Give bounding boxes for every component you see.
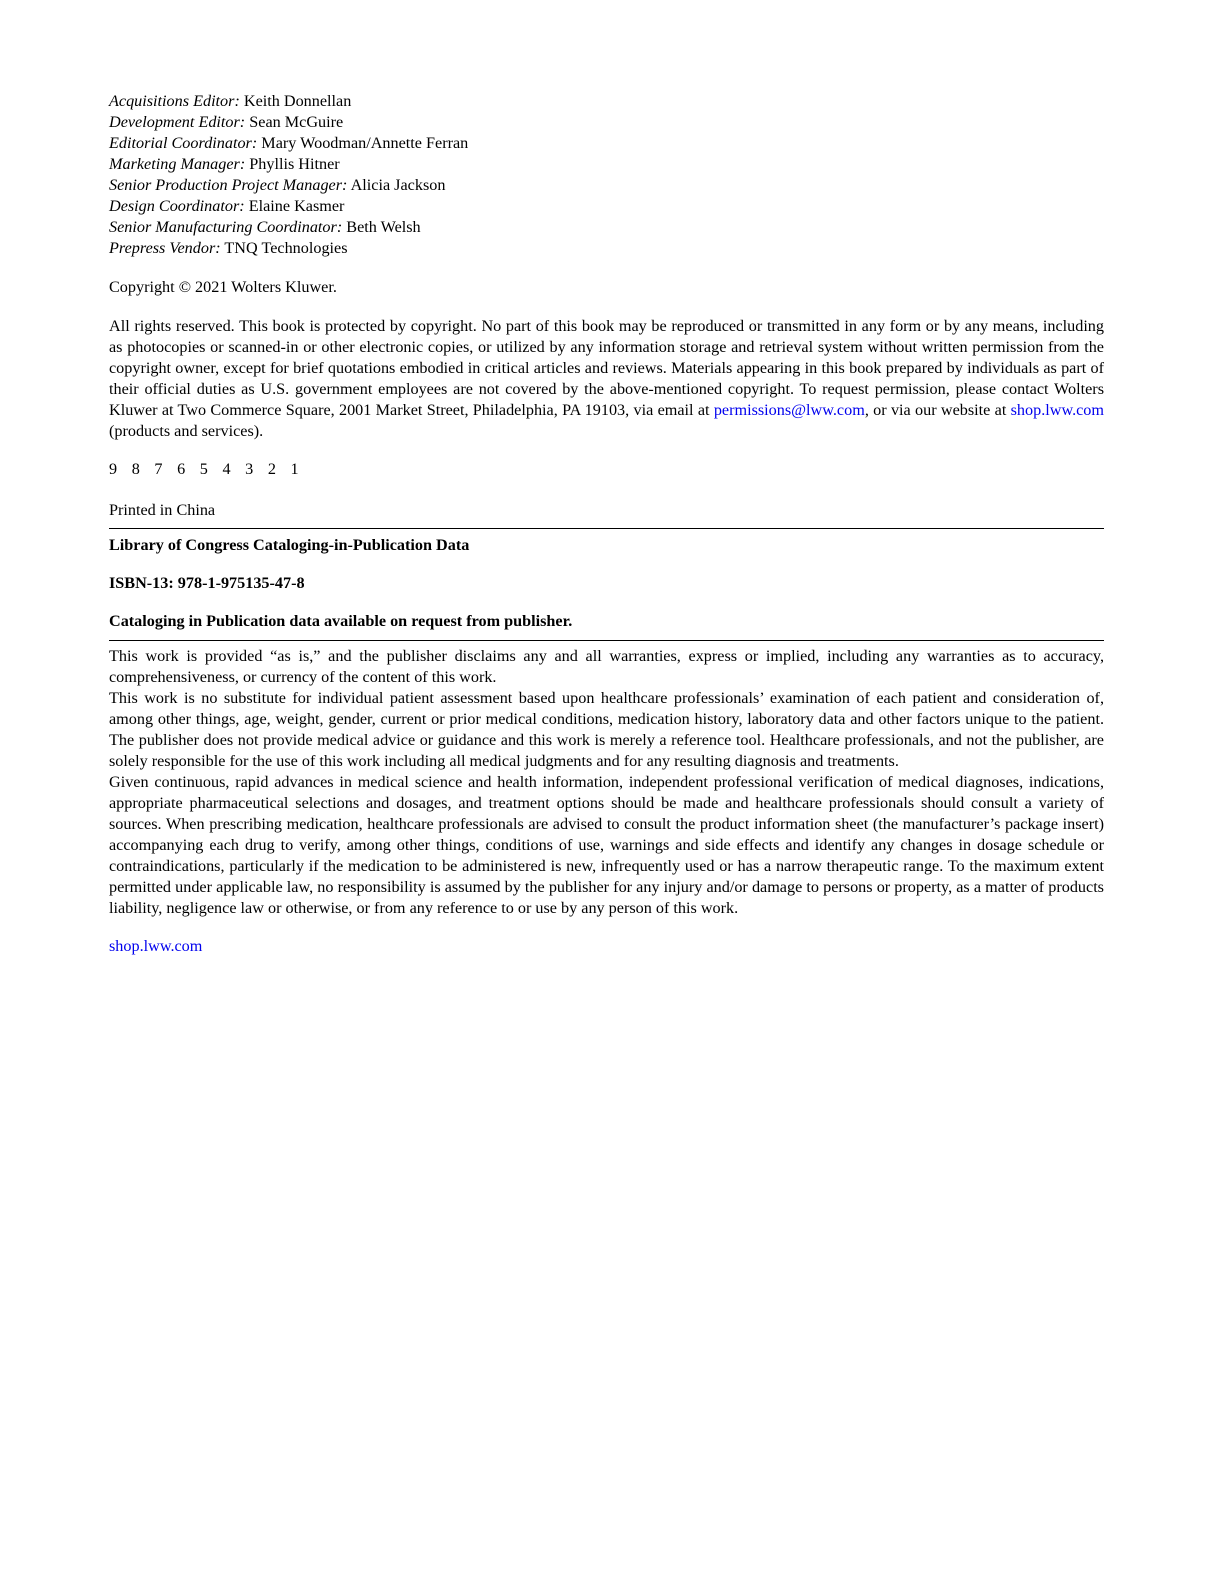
credit-name: TNQ Technologies bbox=[224, 239, 348, 257]
credit-line bbox=[109, 175, 1104, 196]
copyright-page bbox=[109, 91, 1104, 957]
credit-role: Senior Production Project Manager: bbox=[109, 176, 348, 194]
credit-role: Design Coordinator: bbox=[109, 197, 245, 215]
divider bbox=[109, 640, 1104, 641]
credit-line bbox=[109, 154, 1104, 175]
print-number: 5 bbox=[199, 460, 208, 478]
cip-title: Library of Congress Cataloging-in-Publication Data bbox=[109, 536, 470, 554]
credit-line bbox=[109, 217, 1104, 238]
rights-text: , or via our website at bbox=[864, 401, 1011, 419]
footer-website-link[interactable]: shop.lww.com bbox=[109, 937, 203, 955]
credit-name: Alicia Jackson bbox=[350, 176, 446, 194]
divider bbox=[109, 528, 1104, 529]
disclaimer-paragraph: This work is no substitute for individual patient assessment based upon healthcare professionals’ examination of each patient and consideration of, among other things, age, weight, gender, current or prior medical conditions, medication history, laboratory data and other factors unique to the patient. The publisher does not provide medical advice or guidance and this work is merely a reference tool. Healthcare professionals, and not the publisher, are solely responsible for the use of this work including all medical judgments and for any resulting diagnosis and treatments. bbox=[109, 689, 1104, 770]
credit-name: Elaine Kasmer bbox=[248, 197, 345, 215]
credit-name: Beth Welsh bbox=[346, 218, 421, 236]
print-number: 7 bbox=[154, 460, 163, 478]
credit-role: Prepress Vendor: bbox=[109, 239, 221, 257]
rights-text: All rights reserved. This book is protected by copyright. No part of this book may be reproduced or transmitted in any form or by any means, including as photocopies or scanned-in or other electronic copies, or utilized by any information storage and retrieval system without written permission from the copyright owner, except for brief quotations embodied in critical articles and reviews. Materials appearing in this book prepared by individuals as part of their official duties as U.S. government employees are not covered by the above-mentioned copyright. To request permission, please contact Wolters Kluwer at Two Commerce Square, 2001 Market Street, Philadelphia, PA 19103, via email at bbox=[109, 317, 1104, 419]
print-number: 9 bbox=[109, 460, 118, 478]
credit-role: Development Editor: bbox=[109, 113, 246, 131]
credit-line bbox=[109, 196, 1104, 217]
print-number: 1 bbox=[290, 460, 299, 478]
disclaimer-paragraph: Given continuous, rapid advances in medical science and health information, independent professional verification of medical diagnoses, indications, appropriate pharmaceutical selections and dosages, and treatment options should be made and healthcare professionals should consult a variety of sources. When prescribing medication, healthcare professionals are advised to consult the product information sheet (the manufacturer’s package insert) accompanying each drug to verify, among other things, conditions of use, warnings and side effects and identify any changes in dosage schedule or contraindications, particularly if the medication to be administered is new, infrequently used or has a narrow therapeutic range. To the maximum extent permitted under applicable law, no responsibility is assumed by the publisher for any injury and/or damage to persons or property, as a matter of products liability, negligence law or otherwise, or from any reference to or use by any person of this work. bbox=[109, 773, 1104, 917]
credit-role: Acquisitions Editor: bbox=[109, 92, 240, 110]
print-number: 4 bbox=[222, 460, 231, 478]
credits-block bbox=[109, 91, 1104, 259]
credit-name: Keith Donnellan bbox=[243, 92, 352, 110]
print-line-numbers bbox=[109, 459, 1104, 480]
print-number: 6 bbox=[177, 460, 186, 478]
credit-name: Phyllis Hitner bbox=[249, 155, 340, 173]
credit-role: Senior Manufacturing Coordinator: bbox=[109, 218, 343, 236]
rights-text: (products and services). bbox=[109, 422, 264, 440]
rights-paragraph bbox=[109, 316, 1104, 442]
credit-name: Sean McGuire bbox=[249, 113, 344, 131]
website-link[interactable]: shop.lww.com bbox=[1010, 401, 1104, 419]
disclaimer-paragraph: This work is provided “as is,” and the publisher disclaims any and all warranties, express or implied, including any warranties as to accuracy, comprehensiveness, or currency of the content of this work. bbox=[109, 647, 1104, 686]
copyright-notice: Copyright © 2021 Wolters Kluwer. bbox=[109, 278, 337, 296]
permissions-email-link[interactable]: permissions@lww.com bbox=[713, 401, 865, 419]
credit-line bbox=[109, 112, 1104, 133]
credit-name: Mary Woodman/Annette Ferran bbox=[261, 134, 469, 152]
credit-line bbox=[109, 238, 1104, 259]
cip-note: Cataloging in Publication data available on request from publisher. bbox=[109, 612, 573, 630]
print-number: 3 bbox=[245, 460, 254, 478]
print-number: 8 bbox=[131, 460, 140, 478]
credit-role: Editorial Coordinator: bbox=[109, 134, 258, 152]
printed-in: Printed in China bbox=[109, 501, 216, 519]
credit-line bbox=[109, 133, 1104, 154]
credit-line bbox=[109, 91, 1104, 112]
disclaimer-block bbox=[109, 646, 1104, 919]
print-number: 2 bbox=[267, 460, 276, 478]
credit-role: Marketing Manager: bbox=[109, 155, 246, 173]
isbn: ISBN-13: 978-1-975135-47-8 bbox=[109, 574, 305, 592]
